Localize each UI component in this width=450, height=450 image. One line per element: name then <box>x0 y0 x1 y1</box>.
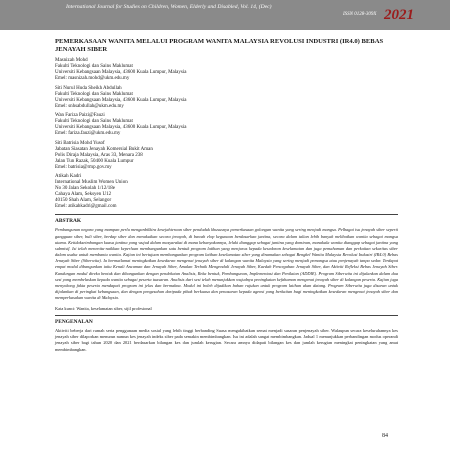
author-name: Atikah Kadri <box>55 174 82 180</box>
abstract-text: Pembangunan negara yang mampan perlu menganbilkira kesejahteraan siber penduduk khususnya pemerkasaan golongan wanita yang sering menjadi mangsa. Pelbagai isu jenayah siber seperti gangguan siber, buli siber, berdap siber dan menakutkan secara jenayah, di bawah elop kegunaan berdasarkan jantina, secara dalam talian lebih banyak melibatkan wanita sebagai mangsa utama. Ketidakseimbangan kuasa jantina yang wujud dalam masyarakat di mana kebanyakannya, lelaki dianggap sebagai jantina yang dominan, manakala wanita dianggap sebagai jantina yang submisif. Isi telah menenitu-naikkan keperluan membangunkan satu bentuk program latihan yang menjurus kepada kesedaran keselamatan dan juga pemahaman dan perkaitan sekuritas siber dalam usaha untuk membantu wanita. Kajian ini bertujuan membangunkan program latihan keselamatan siber yang dinamakan sebagai Bengkel Wanita Malaysia Revolusi Industri (IR4.0) Bebas Jenayah Siber (Siberwita). Ia bermatlamat meningkatkan kesedaran mengenai jenayah siber di kalangan wanita Malaysia yang sering menjadi pemangsa atau penjenayah tanpa sedar. Terdapat empat modul dibangunkan iaitu Kenali Ancaman dan Jenayah Siber, Amalan Terbaik Mengendali Jenayah Siber, Kaedah Pencegahan Jenayah Siber, dan Aktiviti Refleksi Bebas Jenayah Siber. Kandungan modul direka bentuk dan dibangunkan dengan pendekatan Analisis, Reka bentuk, Pembangunan, Implementasi dan Penilaian (ADDIE). Program Siberwita ini dijalankan dalam dua sesi yang membelaskan kepada wanita sebagai peserta tuasaran. Analisis dari sesi telah menunjukkan wujudnya peningkatan kefahaman mengenai jenayah siber di kalangan peserta. Kajian juga menyokong fakta peserta mendapati program ini jelas dan bermakna. Modul ini boleh dijadikan bahan rujukan untuk program latihan akan datang. Program Siberwita juga disaran untuk dijalankan di peringkat kebangsaan, dan dengan pengesahan daripada pihak berkuasa dan penasaran kepada agensi yang berkaitan bagi meningkatkan kesedaran mengenai jenayah siber dan memperkasakan wanita di Malaysia. <box>55 227 398 301</box>
author-affiliation: Fakulti Teknologi dan Sains Maklumat <box>55 91 133 97</box>
author-email: Emel: snhsabdullah@ukm.edu.my <box>55 103 124 109</box>
author-name: Siti Nurul Huda Sheikh Abdullah <box>55 85 122 91</box>
author-email: Emel: atikahkadri@gmail.com <box>55 204 117 210</box>
author-address: Universiti Kebangsaan Malaysia, 43600 Kuala Lumpur, Malaysia <box>55 125 187 131</box>
author-address: Jalan Tun Razak, 50400 Kuala Lumpur <box>55 158 134 164</box>
author-affiliation: Fakulti Teknologi dan Sains Maklumat <box>55 64 133 70</box>
author-email: Emel: batrisia@rmp.gov.my <box>55 164 112 170</box>
author-name: Masnizah Mohd <box>55 58 88 64</box>
journal-title: International Journal for Studies on Children, Women, Elderly and Disabled, Vol. 14, (Dec) <box>66 4 272 10</box>
section-divider <box>55 315 398 316</box>
section-divider <box>55 214 398 215</box>
issn-label: ISSN 0128-309X <box>343 12 377 17</box>
author-name: Wan Fariza Paizi@Fauzi <box>55 113 105 119</box>
author-block <box>55 113 398 137</box>
author-block <box>55 141 398 171</box>
author-affiliation: International Muslim Women Union <box>55 180 128 186</box>
author-block <box>55 58 398 82</box>
author-address: Polis Diraja Malaysia, Aras 33, Menara 238 <box>55 152 143 158</box>
abstract-heading: ABSTRAK <box>55 218 82 225</box>
author-email: Emel: fariza.fauzi@ukm.edu.my <box>55 131 121 137</box>
author-address: Universiti Kebangsaan Malaysia, 43600 Kuala Lumpur, Malaysia <box>55 97 187 103</box>
page-number: 84 <box>382 433 388 439</box>
author-affiliation: Fakulti Teknologi dan Sains Maklumat <box>55 119 133 125</box>
author-affiliation: Jabatan Siasatan Jenayah Komersial Bukit Aman <box>55 146 153 152</box>
author-name: Siti Batrisia Mohd Yusof <box>55 140 105 146</box>
article-title: PEMERKASAAN WANITA MELALUI PROGRAM WANITA MALAYSIA REVOLUSI INDUSTRI (IR4.0) BEBAS JENAYAH SIBER <box>55 38 384 54</box>
author-block <box>55 174 398 210</box>
author-address: 40150 Shah Alam, Selangor <box>55 198 112 204</box>
article-body <box>55 38 398 353</box>
author-block <box>55 86 398 110</box>
introduction-heading: PENGENALAN <box>55 319 93 326</box>
keywords-line: Kata kunci: Wanita, keselamatan siber, sijil profesional <box>55 306 152 312</box>
year-label: 2021 <box>384 7 414 23</box>
author-address: Universiti Kebangsaan Malaysia, 43600 Kuala Lumpur, Malaysia <box>55 70 187 76</box>
journal-header-bar <box>0 0 450 30</box>
author-address: Cahaya Alam, Seksyen U12 <box>55 192 112 198</box>
introduction-text: Aktiviti beberja dari rumah serta penggunaan media sosial yang lebih tinggi berbanding Suasa mengakibatkan semat menjadi sasaran penjenayah siber. Walaupun secara keseluruhannya kes jenayah siber dilaporkan menurun namun kes jenayah indeks siber pada semakin membimbangkan. Isu ini adalah sangat membimbangkan. Jadual 1 menunjukkan perbandingan modus operandi jenayah siber bagi tahun 2020 dan 2021 berdasarkan bilangan kes dan jumlah kerugian. Secara amnya didapati bilangan kes dan jumlah kerugian meningkat peningkatan yang amat membimbangkan. <box>55 328 398 352</box>
author-address: No 30 Jalan Sekolah 1/12/18e <box>55 186 115 192</box>
author-email: Emel: masnizah.mohd@ukm.edu.my <box>55 76 130 82</box>
